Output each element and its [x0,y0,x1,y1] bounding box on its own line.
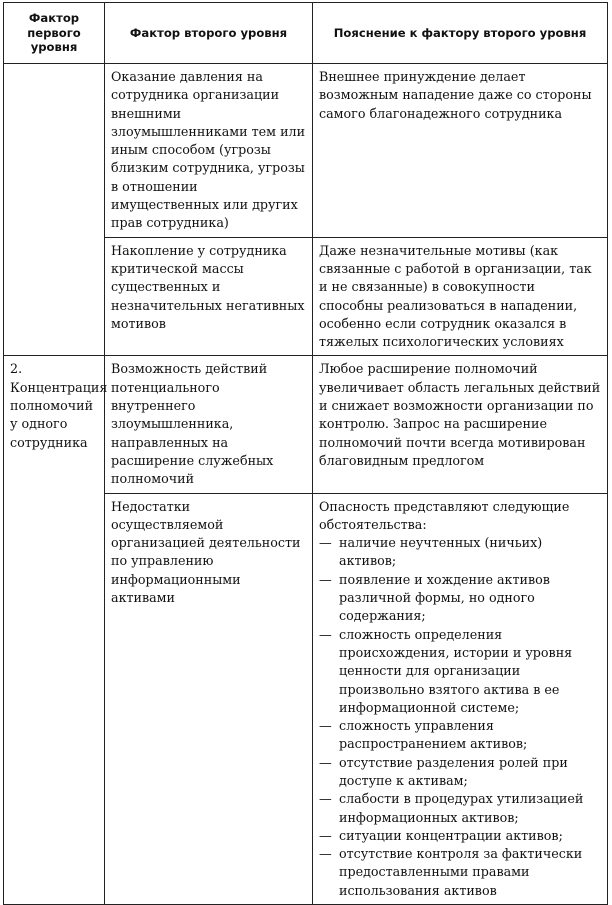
dash-bullet: — [319,535,332,551]
second-level-cell: Недостатки осуществляемой организацией деятельности по управлению информационными активами [105,493,313,905]
dash-bullet: — [319,718,332,734]
list-item-text: сложность определения происхождения, истории и уровня ценности для организации произвольно взятого актива в ее информационной системе; [339,626,573,715]
factors-table [3,2,608,905]
list-item-text: появление и хождение активов различной формы, но одного содержания; [339,571,550,624]
list-item [319,571,601,626]
dash-bullet: — [319,571,332,587]
list-item [319,827,601,845]
table-row [4,64,608,238]
explanation-cell: Любое расширение полномочий увеличивает область легальных действий и снижает возможности организации по контролю. Запрос на расширение полномочий почти всегда мотивирован благовидным предлогом [313,356,608,493]
header-explanation: Пояснение к фактору второго уровня [313,3,608,64]
list-item [319,754,601,791]
list-item-text: отсутствие контроля за фактически предоставленными правами использования активов [339,846,583,898]
first-level-cell: 2. Концентрация полномочий у одного сотрудника [4,356,105,905]
explanation-intro: Опасность представляют следующие обстоятельства: [319,498,570,532]
second-level-cell: Накопление у сотрудника критической массы существенных и незначительных негативных мотивов [105,237,313,356]
first-level-cell-empty [4,64,105,356]
explanation-cell: Внешнее принуждение делает возможным нападение даже со стороны самого благонадежного сотрудника [313,64,608,238]
list-item-text: ситуации концентрации активов; [339,827,563,843]
explanation-cell [313,493,608,905]
table-header-row [4,3,608,64]
header-first-level-factor: Фактор первого уровня [4,3,105,64]
header-second-level-factor: Фактор второго уровня [105,3,313,64]
dash-bullet: — [319,827,332,843]
explanation-cell: Даже незначительные мотивы (как связанные с работой в организации, так и не связанные) в совокупности способны реализоваться в нападении, особенно если сотрудник оказался в тяжелых психологических условиях [313,237,608,356]
list-item-text: сложность управления распространением активов; [339,718,528,752]
list-item [319,534,601,571]
second-level-cell: Оказание давления на сотрудника организации внешними злоумышленниками тем или иным способом (угрозы близким сотрудника, угрозы в отношении имущественных или других прав сотрудника) [105,64,313,238]
list-item [319,790,601,827]
second-level-cell: Возможность действий потенциального внутреннего злоумышленника, направленных на расширение служебных полномочий [105,356,313,493]
dash-bullet: — [319,754,332,770]
list-item-text: наличие неучтенных (ничьих) активов; [339,535,543,569]
list-item [319,626,601,717]
risk-list [319,534,601,900]
dash-bullet: — [319,626,332,642]
dash-bullet: — [319,791,332,807]
dash-bullet: — [319,846,332,862]
table-row [4,356,608,493]
list-item-text: отсутствие разделения ролей при доступе к активам; [339,754,568,788]
list-item [319,717,601,754]
list-item-text: слабости в процедурах утилизацией информационных активов; [339,791,584,825]
list-item [319,845,601,900]
